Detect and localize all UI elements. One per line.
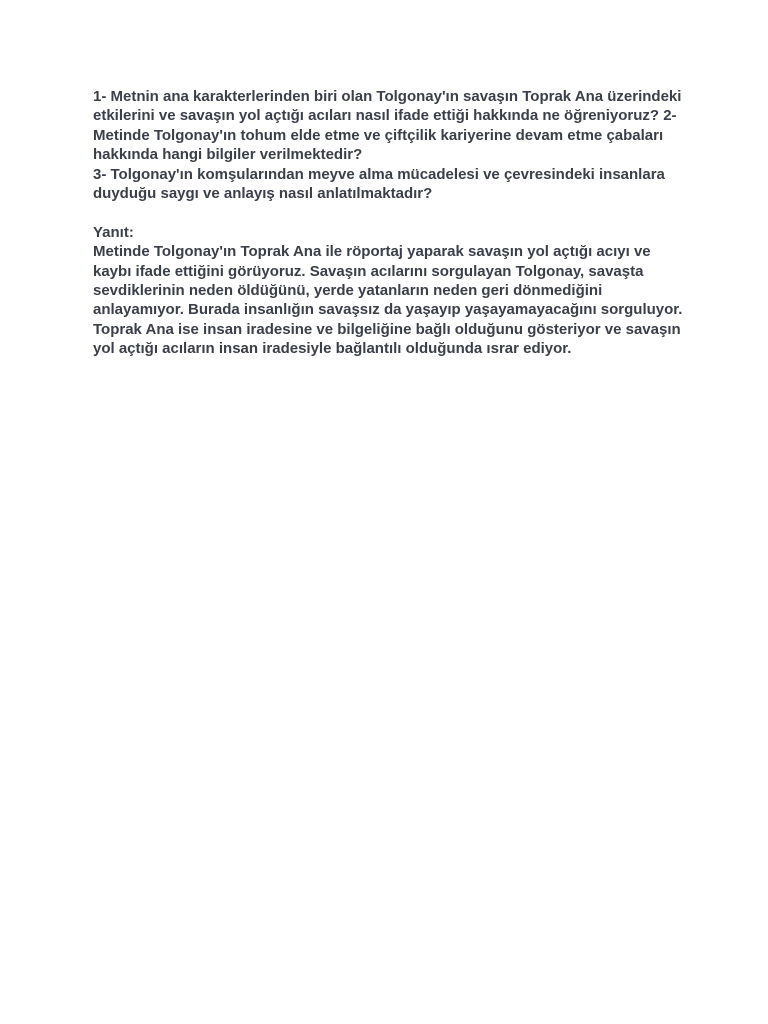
- answer-label: Yanıt:: [93, 223, 134, 241]
- questions-1-2: 1- Metnin ana karakterlerinden biri olan Tolgonay'ın savaşın Toprak Ana üzerindeki etkilerini ve savaşın yol açtığı acıları nasıl ifade ettiği hakkında ne öğreniyoruz? 2-Metinde Tolgonay'ın tohum elde etme ve çiftçilik kariyerine devam etme çabaları hakkında hangi bilgiler verilmektedir?: [93, 88, 686, 164]
- question-3: 3- Tolgonay'ın komşularından meyve alma mücadelesi ve çevresindeki insanlara duyduğu saygı ve anlayış nasıl anlatılmaktadır?: [93, 165, 670, 203]
- answer-text: Metinde Tolgonay'ın Toprak Ana ile röportaj yaparak savaşın yol açtığı acıyı ve kaybı ifade ettiğini görüyoruz. Savaşın acılarını sorgulayan Tolgonay, savaşta sevdiklerinin neden öldüğünü, yerde yatanların neden geri dönmediğini anlayamıyor. Burada insanlığın savaşsız da yaşayıp yaşayamayacağını sorguluyor. Toprak Ana ise insan iradesine ve bilgeliğine bağlı olduğunu gösteriyor ve savaşın yol açtığı acıların insan iradesiyle bağlantılı olduğunda ısrar ediyor.: [93, 243, 687, 358]
- paragraph-spacer: [93, 203, 683, 222]
- document-page: [93, 87, 687, 359]
